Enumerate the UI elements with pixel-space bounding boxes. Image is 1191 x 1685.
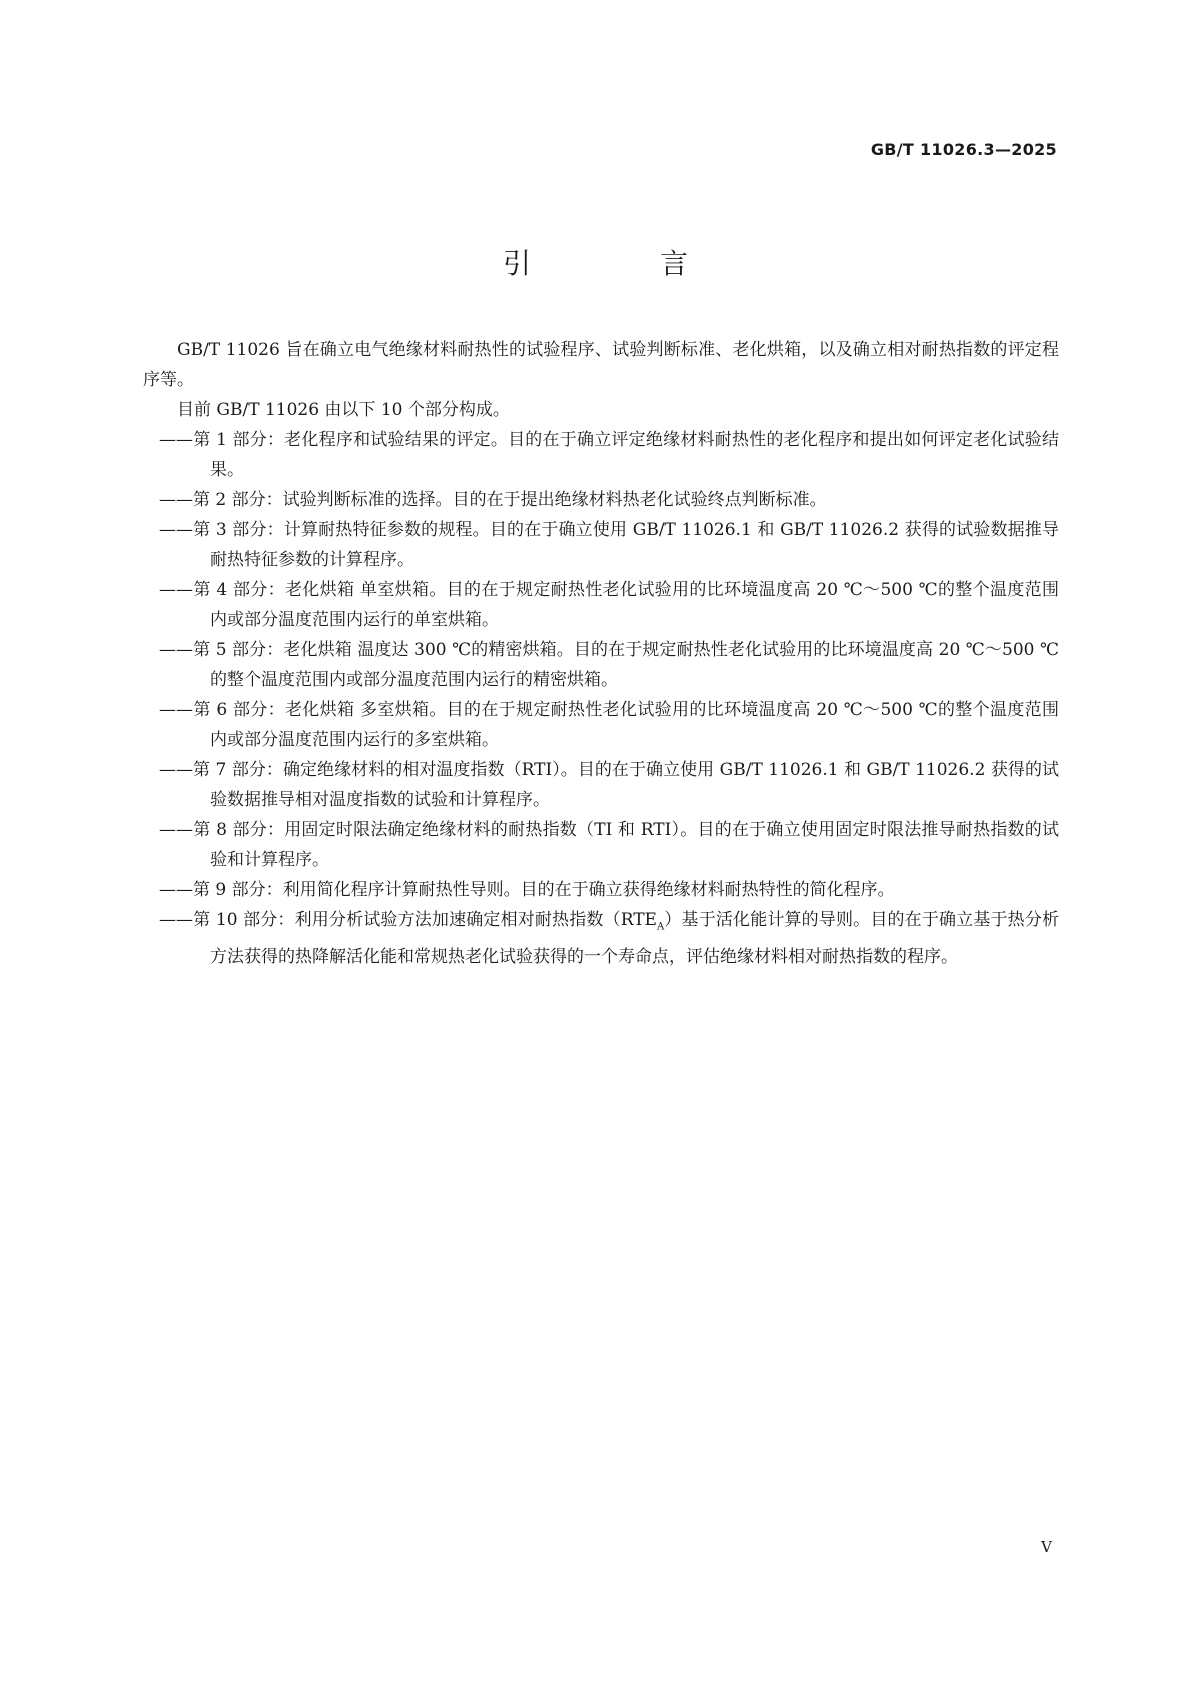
section-title: 引 言: [503, 247, 748, 280]
page-number: V: [1041, 1538, 1052, 1556]
list-item: ——第 8 部分：用固定时限法确定绝缘材料的耐热指数（TI 和 RTI）。目的在于确立使用固定时限法推导耐热指数的试验和计算程序。: [159, 820, 1059, 870]
intro-paragraph: 目前 GB/T 11026 由以下 10 个部分构成。: [177, 400, 510, 420]
list-item: ——第 7 部分：确定绝缘材料的相对温度指数（RTI）。目的在于确立使用 GB/T 11026.1 和 GB/T 11026.2 获得的试验数据推导相对温度指数的试验和计算程序。: [159, 760, 1059, 810]
list-item: ——第 3 部分：计算耐热特征参数的规程。目的在于确立使用 GB/T 11026.1 和 GB/T 11026.2 获得的试验数据推导耐热特征参数的计算程序。: [159, 520, 1059, 570]
intro-paragraph: GB/T 11026 旨在确立电气绝缘材料耐热性的试验程序、试验判断标准、老化烘箱，以及确立相对耐热指数的评定程序等。: [143, 340, 1059, 390]
list-item: ——第 6 部分：老化烘箱 多室烘箱。目的在于规定耐热性老化试验用的比环境温度高 20 ℃～500 ℃的整个温度范围内或部分温度范围内运行的多室烘箱。: [159, 700, 1059, 750]
list-item: ——第 1 部分：老化程序和试验结果的评定。目的在于确立评定绝缘材料耐热性的老化程序和提出如何评定老化试验结果。: [159, 430, 1059, 480]
list-item: ——第 9 部分：利用简化程序计算耐热性导则。目的在于确立获得绝缘材料耐热特性的简化程序。: [159, 880, 895, 900]
list-item-10-after: ）基于活化能计算的导则。目的在于确立基于热分析方法获得的热降解活化能和常规热老化试验获得的一个寿命点，评估绝缘材料相对耐热指数的程序。: [210, 910, 1059, 968]
list-item: ——第 5 部分：老化烘箱 温度达 300 ℃的精密烘箱。目的在于规定耐热性老化试验用的比环境温度高 20 ℃～500 ℃的整个温度范围内或部分温度范围内运行的精密烘箱。: [159, 640, 1059, 690]
document-number: GB/T 11026.3—2025: [870, 140, 1057, 159]
subscript-a: A: [656, 921, 665, 933]
list-item-10: [125, 905, 1059, 972]
body-text: [143, 335, 1059, 972]
list-item-10-before: ——第 10 部分：利用分析试验方法加速确定相对耐热指数（RTE: [159, 910, 657, 930]
list-item: ——第 2 部分：试验判断标准的选择。目的在于提出绝缘材料热老化试验终点判断标准。: [159, 490, 827, 510]
list-item: ——第 4 部分：老化烘箱 单室烘箱。目的在于规定耐热性老化试验用的比环境温度高 20 ℃～500 ℃的整个温度范围内或部分温度范围内运行的单室烘箱。: [159, 580, 1059, 630]
